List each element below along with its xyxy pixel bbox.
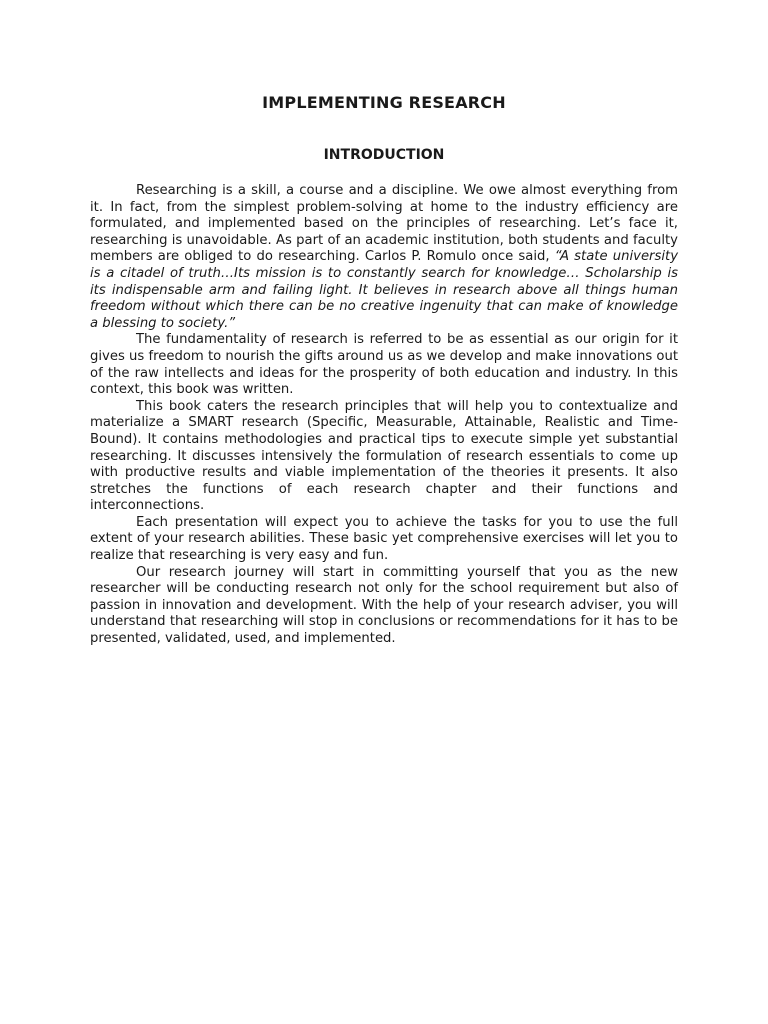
paragraph-2: The fundamentality of research is referred to be as essential as our origin for it gives us freedom to nourish the gifts around us as we develop and make innovations out of the raw intellects and ideas for the prosperity of both education and industry. In this context, this book was written. <box>90 332 678 398</box>
body-text <box>90 183 678 648</box>
paragraph-1-text: Researching is a skill, a course and a discipline. We owe almost everything from it. In fact, from the simplest problem-solving at home to the industry efficiency are formulated, and implemented based on the principles of researching. Let’s face it, researching is unavoidable. As part of an academic institution, both students and faculty members are obliged to do researching. Carlos P. Romulo once said, <box>90 183 678 265</box>
paragraph-1 <box>90 183 678 332</box>
document-title: IMPLEMENTING RESEARCH <box>262 93 506 112</box>
section-heading: INTRODUCTION <box>323 147 445 163</box>
paragraph-4: Each presentation will expect you to achieve the tasks for you to use the full extent of your research abilities. These basic yet comprehensive exercises will let you to realize that researching is very easy and fun. <box>90 514 678 564</box>
paragraph-3: This book caters the research principles that will help you to contextualize and materialize a SMART research (Specific, Measurable, Attainable, Realistic and Time-Bound). It contains methodologies and practical tips to execute simple yet substantial researching. It discusses intensively the formulation of research essentials to come up with productive results and viable implementation of the theories it presents. It also stretches the functions of each research chapter and their functions and interconnections. <box>90 398 678 514</box>
romulo-quote: “A state university is a citadel of truth…Its mission is to constantly search for knowledge… Scholarship is its indispensable arm and failing light. It believes in research above all things human freedom without which there can be no creative ingenuity that can make of knowledge a blessing to society.” <box>90 249 678 331</box>
paragraph-5: Our research journey will start in committing yourself that you as the new researcher will be conducting research not only for the school requirement but also of passion in innovation and development. With the help of your research adviser, you will understand that researching will stop in conclusions or recommendations for it has to be presented, validated, used, and implemented. <box>90 564 678 647</box>
